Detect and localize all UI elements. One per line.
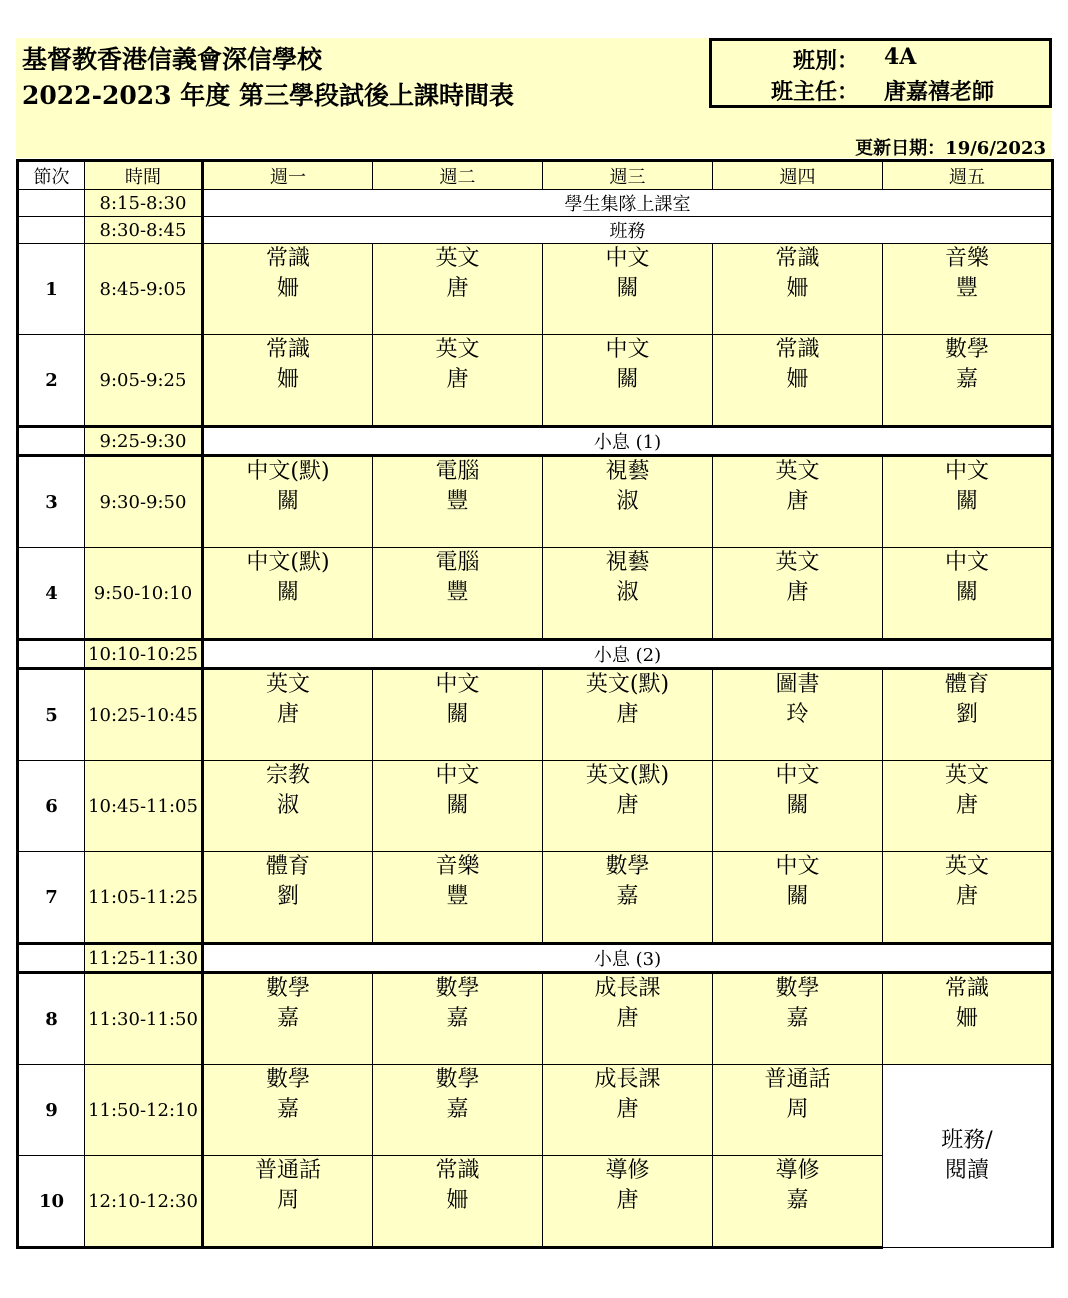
lesson-cell [543, 548, 713, 640]
lesson-teacher: 周 [276, 1188, 299, 1213]
period-row [18, 973, 1053, 1065]
lesson-teacher: 嘉 [446, 1097, 469, 1122]
lesson-cell [373, 456, 543, 548]
strip-row-homeroom [18, 217, 1053, 244]
lesson-teacher: 姍 [786, 276, 809, 301]
lesson-cell-inner [713, 852, 882, 942]
strip-text: 小息 (3) [203, 944, 1053, 973]
lesson-cell-inner [543, 761, 712, 851]
lesson-cell [203, 669, 373, 761]
lesson-teacher: 豐 [446, 580, 469, 605]
lesson-cell [203, 456, 373, 548]
lesson-subject: 中文 [435, 763, 480, 788]
period-time: 8:45-9:05 [85, 244, 203, 335]
lesson-subject: 中文 [944, 550, 989, 575]
lesson-subject: 數學 [944, 337, 989, 362]
lesson-cell-inner [543, 548, 712, 638]
lesson-cell [373, 1065, 543, 1156]
col-header-day: 週五 [883, 161, 1053, 190]
lesson-subject: 體育 [265, 854, 310, 879]
strip-text: 小息 (2) [203, 640, 1053, 669]
lesson-cell-inner [204, 548, 372, 638]
period-time: 10:45-11:05 [85, 761, 203, 852]
lesson-cell-inner [543, 335, 712, 425]
period-row [18, 852, 1053, 944]
period-time: 10:25-10:45 [85, 669, 203, 761]
lesson-cell [713, 548, 883, 640]
teacher-label: 班主任： [770, 79, 859, 105]
lesson-teacher: 姍 [446, 1188, 469, 1213]
period-row [18, 761, 1053, 852]
period-time: 11:05-11:25 [85, 852, 203, 944]
lesson-cell [373, 244, 543, 335]
lesson-subject: 英文 [435, 337, 480, 362]
lesson-subject: 電腦 [435, 459, 480, 484]
lesson-cell [203, 335, 373, 427]
lesson-cell [373, 973, 543, 1065]
strip-row-break2 [18, 640, 1053, 669]
lesson-subject: 成長課 [594, 1067, 661, 1092]
lesson-cell-inner [373, 974, 542, 1064]
lesson-subject: 數學 [265, 976, 310, 1001]
lesson-subject: 成長課 [594, 976, 661, 1001]
lesson-cell-inner [713, 335, 882, 425]
lesson-teacher: 嘉 [276, 1097, 299, 1122]
period-number: 6 [18, 761, 85, 852]
lesson-cell-inner [883, 761, 1051, 851]
lesson-cell [203, 973, 373, 1065]
lesson-subject: 數學 [265, 1067, 310, 1092]
lesson-teacher: 唐 [616, 1188, 639, 1213]
schedule-title: 2022-2023 年度 第三學段試後上課時間表 [22, 81, 514, 110]
lesson-subject: 中文(默) [246, 459, 330, 484]
lesson-teacher: 嘉 [276, 1006, 299, 1031]
lesson-teacher: 姍 [955, 1006, 978, 1031]
lesson-cell [713, 1065, 883, 1156]
period-time: 9:30-9:50 [85, 456, 203, 548]
period-number: 1 [18, 244, 85, 335]
lesson-cell [713, 761, 883, 852]
lesson-subject: 數學 [605, 854, 650, 879]
lesson-subject: 英文(默) [585, 672, 670, 697]
lesson-subject: 視藝 [605, 459, 650, 484]
lesson-teacher: 唐 [955, 884, 978, 909]
lesson-cell-inner [883, 852, 1051, 942]
lesson-subject: 普通話 [764, 1067, 831, 1092]
lesson-cell-inner [713, 974, 882, 1064]
lesson-cell-inner [883, 244, 1051, 334]
lesson-cell-inner [204, 670, 372, 760]
lesson-subject: 中文 [435, 672, 480, 697]
lesson-subject: 英文 [265, 672, 310, 697]
strip-time: 8:30-8:45 [85, 217, 203, 244]
period-row [18, 244, 1053, 335]
lesson-cell-inner [543, 974, 712, 1064]
lesson-cell [203, 852, 373, 944]
lesson-cell-inner [373, 670, 542, 760]
lesson-cell-inner [543, 457, 712, 547]
period-number: 3 [18, 456, 85, 548]
lesson-cell [543, 335, 713, 427]
lesson-subject: 體育 [944, 672, 989, 697]
period-number: 4 [18, 548, 85, 640]
lesson-cell-inner [204, 761, 372, 851]
strip-row-break3 [18, 944, 1053, 973]
period-number: 5 [18, 669, 85, 761]
period-row [18, 335, 1053, 427]
lesson-subject: 中文(默) [246, 550, 330, 575]
col-header-day: 週一 [203, 161, 373, 190]
lesson-cell [543, 1065, 713, 1156]
lesson-cell [373, 548, 543, 640]
lesson-teacher: 豐 [446, 884, 469, 909]
lesson-cell-inner [883, 457, 1051, 547]
lesson-teacher: 唐 [955, 793, 978, 818]
lesson-teacher: 周 [786, 1097, 809, 1122]
period-time: 12:10-12:30 [85, 1156, 203, 1248]
strip-time: 8:15-8:30 [85, 190, 203, 217]
lesson-cell [203, 244, 373, 335]
lesson-subject: 中文 [944, 459, 989, 484]
lesson-cell-inner [713, 244, 882, 334]
lesson-cell [543, 761, 713, 852]
lesson-subject: 導修 [605, 1158, 650, 1183]
friday-merged-cell [883, 1065, 1053, 1248]
lesson-cell-inner [713, 670, 882, 760]
strip-row-break1 [18, 427, 1053, 456]
lesson-cell [883, 244, 1053, 335]
lesson-subject: 中文 [775, 763, 820, 788]
lesson-subject: 常識 [435, 1158, 480, 1183]
col-header-day: 週三 [543, 161, 713, 190]
lesson-subject: 數學 [775, 976, 820, 1001]
header-row [18, 161, 1053, 190]
lesson-teacher: 關 [446, 793, 469, 818]
lesson-cell [373, 852, 543, 944]
lesson-cell-inner [373, 457, 542, 547]
class-label: 班別： [792, 48, 859, 74]
timetable [16, 159, 1054, 1249]
friday-merged-line1: 班務/ [941, 1128, 993, 1153]
period-number: 7 [18, 852, 85, 944]
strip-text: 學生集隊上課室 [203, 190, 1053, 217]
lesson-cell [713, 973, 883, 1065]
lesson-subject: 音樂 [944, 246, 989, 271]
period-time: 11:30-11:50 [85, 973, 203, 1065]
lesson-cell-inner [373, 761, 542, 851]
lesson-teacher: 關 [786, 884, 809, 909]
class-value: 4A [884, 44, 917, 70]
strip-period-blank [18, 190, 85, 217]
period-time: 11:50-12:10 [85, 1065, 203, 1156]
lesson-cell-inner [543, 1065, 712, 1155]
lesson-cell-inner [883, 335, 1051, 425]
lesson-cell [543, 456, 713, 548]
lesson-cell-inner [204, 1065, 372, 1155]
lesson-cell [543, 973, 713, 1065]
lesson-cell-inner [543, 244, 712, 334]
period-row [18, 1065, 1053, 1156]
strip-row-assembly [18, 190, 1053, 217]
period-time: 9:50-10:10 [85, 548, 203, 640]
lesson-cell-inner [204, 974, 372, 1064]
period-row [18, 669, 1053, 761]
lesson-cell-inner [713, 548, 882, 638]
lesson-teacher: 關 [446, 702, 469, 727]
lesson-teacher: 關 [276, 580, 299, 605]
col-header-day: 週二 [373, 161, 543, 190]
lesson-teacher: 關 [955, 580, 978, 605]
lesson-cell-inner [713, 1065, 882, 1155]
lesson-teacher: 劉 [276, 884, 299, 909]
lesson-subject: 英文 [775, 550, 820, 575]
lesson-teacher: 關 [955, 489, 978, 514]
strip-time: 11:25-11:30 [85, 944, 203, 973]
strip-time: 9:25-9:30 [85, 427, 203, 456]
lesson-teacher: 淑 [276, 793, 299, 818]
lesson-subject: 英文 [775, 459, 820, 484]
lesson-teacher: 唐 [446, 276, 469, 301]
lesson-cell [543, 852, 713, 944]
period-number: 9 [18, 1065, 85, 1156]
lesson-teacher: 姍 [786, 367, 809, 392]
period-time: 9:05-9:25 [85, 335, 203, 427]
lesson-teacher: 唐 [786, 580, 809, 605]
lesson-cell-inner [373, 335, 542, 425]
lesson-cell [883, 548, 1053, 640]
strip-period-blank [18, 427, 85, 456]
lesson-teacher: 唐 [446, 367, 469, 392]
period-row [18, 548, 1053, 640]
friday-merged-line2: 閱讀 [944, 1158, 989, 1183]
strip-text: 班務 [203, 217, 1053, 244]
lesson-subject: 中文 [605, 337, 650, 362]
lesson-teacher: 關 [616, 367, 639, 392]
update-date: 更新日期：19/6/2023 [855, 138, 1046, 159]
lesson-teacher: 嘉 [446, 1006, 469, 1031]
lesson-cell [883, 761, 1053, 852]
lesson-cell [543, 669, 713, 761]
lesson-cell-inner [883, 670, 1051, 760]
lesson-cell [373, 669, 543, 761]
lesson-subject: 常識 [265, 246, 310, 271]
lesson-teacher: 豐 [955, 276, 978, 301]
lesson-subject: 中文 [605, 246, 650, 271]
lesson-cell [713, 1156, 883, 1248]
lesson-subject: 數學 [435, 1067, 480, 1092]
school-name: 基督教香港信義會深信學校 [22, 45, 323, 74]
lesson-cell [713, 335, 883, 427]
lesson-teacher: 唐 [616, 1006, 639, 1031]
strip-time: 10:10-10:25 [85, 640, 203, 669]
strip-period-blank [18, 640, 85, 669]
period-number: 10 [18, 1156, 85, 1248]
lesson-subject: 數學 [435, 976, 480, 1001]
lesson-cell [883, 973, 1053, 1065]
lesson-cell [203, 548, 373, 640]
lesson-subject: 常識 [775, 246, 820, 271]
lesson-cell-inner [543, 1156, 712, 1246]
lesson-teacher: 關 [616, 276, 639, 301]
lesson-cell-inner [713, 1156, 882, 1246]
teacher-value: 唐嘉禧老師 [884, 79, 995, 105]
lesson-teacher: 姍 [276, 367, 299, 392]
lesson-teacher: 唐 [786, 489, 809, 514]
lesson-teacher: 唐 [616, 1097, 639, 1122]
lesson-cell-inner [373, 1156, 542, 1246]
lesson-subject: 中文 [775, 854, 820, 879]
lesson-teacher: 嘉 [616, 884, 639, 909]
lesson-teacher: 嘉 [955, 367, 978, 392]
lesson-cell [713, 669, 883, 761]
lesson-teacher: 嘉 [786, 1006, 809, 1031]
lesson-cell-inner [204, 852, 372, 942]
lesson-subject: 常識 [265, 337, 310, 362]
col-header-time: 時間 [85, 161, 203, 190]
lesson-teacher: 淑 [616, 580, 639, 605]
lesson-cell [373, 761, 543, 852]
lesson-cell [203, 1156, 373, 1248]
strip-period-blank [18, 217, 85, 244]
lesson-subject: 圖書 [775, 672, 820, 697]
lesson-cell-inner [883, 974, 1051, 1064]
lesson-cell-inner [373, 548, 542, 638]
lesson-subject: 音樂 [435, 854, 480, 879]
lesson-subject: 電腦 [435, 550, 480, 575]
lesson-cell-inner [713, 761, 882, 851]
lesson-teacher: 關 [276, 489, 299, 514]
lesson-teacher: 唐 [616, 793, 639, 818]
lesson-cell-inner [204, 244, 372, 334]
lesson-cell [373, 1156, 543, 1248]
col-header-day: 週四 [713, 161, 883, 190]
lesson-teacher: 劉 [955, 702, 978, 727]
lesson-subject: 英文(默) [585, 763, 670, 788]
lesson-cell [713, 244, 883, 335]
lesson-subject: 宗教 [265, 763, 310, 788]
strip-period-blank [18, 944, 85, 973]
period-number: 2 [18, 335, 85, 427]
lesson-teacher: 玲 [786, 702, 809, 727]
lesson-cell-inner [373, 244, 542, 334]
lesson-cell-inner [204, 457, 372, 547]
lesson-cell-inner [373, 1065, 542, 1155]
lesson-subject: 導修 [775, 1158, 820, 1183]
lesson-teacher: 淑 [616, 489, 639, 514]
lesson-cell [713, 852, 883, 944]
period-row [18, 456, 1053, 548]
lesson-cell [203, 761, 373, 852]
lesson-cell [883, 456, 1053, 548]
lesson-cell [543, 244, 713, 335]
lesson-cell-inner [373, 852, 542, 942]
lesson-cell-inner [883, 548, 1051, 638]
lesson-subject: 英文 [435, 246, 480, 271]
lesson-cell [203, 1065, 373, 1156]
lesson-teacher: 嘉 [786, 1188, 809, 1213]
lesson-cell-inner [713, 457, 882, 547]
lesson-cell [543, 1156, 713, 1248]
lesson-subject: 普通話 [254, 1158, 321, 1183]
lesson-cell-inner [204, 335, 372, 425]
lesson-cell [883, 335, 1053, 427]
lesson-cell-inner [543, 852, 712, 942]
lesson-cell-inner [204, 1156, 372, 1246]
lesson-subject: 常識 [944, 976, 989, 1001]
lesson-cell [883, 669, 1053, 761]
lesson-teacher: 唐 [616, 702, 639, 727]
lesson-subject: 英文 [944, 763, 989, 788]
lesson-cell [883, 852, 1053, 944]
class-info-box [709, 38, 1052, 108]
lesson-teacher: 唐 [276, 702, 299, 727]
lesson-cell [713, 456, 883, 548]
lesson-teacher: 姍 [276, 276, 299, 301]
period-number: 8 [18, 973, 85, 1065]
lesson-cell [373, 335, 543, 427]
col-header-period: 節次 [18, 161, 85, 190]
lesson-teacher: 關 [786, 793, 809, 818]
lesson-cell-inner [543, 670, 712, 760]
strip-text: 小息 (1) [203, 427, 1053, 456]
lesson-teacher: 豐 [446, 489, 469, 514]
lesson-subject: 視藝 [605, 550, 650, 575]
lesson-subject: 常識 [775, 337, 820, 362]
lesson-subject: 英文 [944, 854, 989, 879]
